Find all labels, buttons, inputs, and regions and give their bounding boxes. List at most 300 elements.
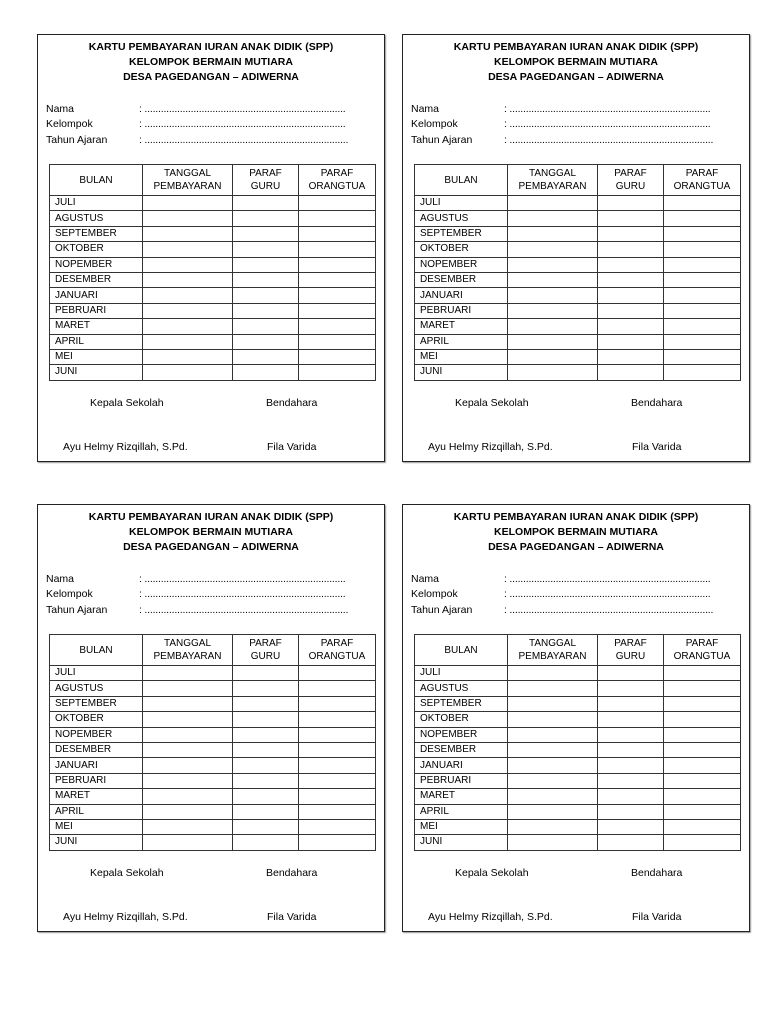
month-cell: JUNI [50,835,143,850]
parent-sign-cell[interactable] [664,242,741,257]
parent-sign-cell[interactable] [299,334,376,349]
month-cell: MEI [50,819,143,834]
payment-date-cell[interactable] [508,319,598,334]
payment-table [414,634,741,851]
parent-sign-cell[interactable] [664,196,741,211]
teacher-sign-cell[interactable] [233,211,299,226]
parent-sign-cell[interactable] [299,758,376,773]
parent-sign-cell[interactable] [664,712,741,727]
signature-name-kepala-sekolah: Ayu Helmy Rizqillah, S.Pd. [63,441,188,453]
payment-date-cell[interactable] [508,226,598,241]
month-cell: NOPEMBER [415,727,508,742]
payment-date-cell[interactable] [143,758,233,773]
col-header-tanggal: TANGGAL PEMBAYARAN [143,635,233,666]
field-tahun-ajaran [411,133,741,148]
payment-date-cell[interactable] [508,242,598,257]
month-cell: JULI [415,196,508,211]
col-header-paraf-guru: PARAF GURU [598,635,664,666]
table-row [415,349,741,364]
teacher-sign-cell[interactable] [598,288,664,303]
field-kelompok [46,587,376,602]
teacher-sign-cell[interactable] [233,365,299,380]
teacher-sign-cell[interactable] [233,819,299,834]
teacher-sign-cell[interactable] [598,773,664,788]
signature-title-kepala-sekolah: Kepala Sekolah [90,867,164,879]
parent-sign-cell[interactable] [299,211,376,226]
col-header-tanggal: TANGGAL PEMBAYARAN [143,165,233,196]
field-tahun-ajaran [46,133,376,148]
teacher-sign-cell[interactable] [233,334,299,349]
teacher-sign-cell[interactable] [598,196,664,211]
col-header-tanggal: TANGGAL PEMBAYARAN [508,635,598,666]
month-cell: SEPTEMBER [415,696,508,711]
teacher-sign-cell[interactable] [598,349,664,364]
payment-date-cell[interactable] [143,696,233,711]
payment-date-cell[interactable] [508,334,598,349]
table-row [415,334,741,349]
parent-sign-cell[interactable] [299,696,376,711]
table-row [415,272,741,287]
field-tahun-ajaran [411,603,741,618]
teacher-sign-cell[interactable] [598,727,664,742]
teacher-sign-cell[interactable] [598,242,664,257]
month-cell: MARET [50,319,143,334]
signature-title-kepala-sekolah: Kepala Sekolah [455,867,529,879]
field-blank: : .......................................................................... [504,118,711,131]
card-header [38,510,384,556]
payment-date-cell[interactable] [508,712,598,727]
payment-date-cell[interactable] [508,272,598,287]
card-village: DESA PAGEDANGAN – ADIWERNA [488,541,664,554]
col-header-bulan: BULAN [415,165,508,196]
table-row [50,712,376,727]
payment-date-cell[interactable] [508,288,598,303]
teacher-sign-cell[interactable] [598,211,664,226]
parent-sign-cell[interactable] [664,819,741,834]
col-header-paraf-guru: PARAF GURU [233,635,299,666]
card-header [403,510,749,556]
signature-name-bendahara: Fila Varida [632,441,682,453]
payment-date-cell[interactable] [143,196,233,211]
month-cell: SEPTEMBER [50,696,143,711]
payment-date-cell[interactable] [143,789,233,804]
month-cell: JUNI [415,835,508,850]
payment-card-4 [402,504,750,932]
payment-date-cell[interactable] [143,727,233,742]
table-header-row [50,165,376,196]
payment-date-cell[interactable] [508,789,598,804]
field-tahun-ajaran [46,603,376,618]
month-cell: OKTOBER [415,242,508,257]
month-cell: APRIL [50,804,143,819]
field-blank: : .......................................................................... [504,103,711,115]
card-school: KELOMPOK BERMAIN MUTIARA [494,56,658,69]
month-cell: AGUSTUS [50,681,143,696]
payment-card-2 [402,34,750,462]
table-row [50,835,376,850]
payment-date-cell[interactable] [508,681,598,696]
field-nama [411,572,741,587]
payment-date-cell[interactable] [143,773,233,788]
field-label: Nama [411,103,440,115]
signature-name-kepala-sekolah: Ayu Helmy Rizqillah, S.Pd. [63,911,188,923]
col-header-bulan: BULAN [50,635,143,666]
field-blank: : ........................................................................... [139,603,349,616]
field-blank: : .......................................................................... [139,588,346,601]
parent-sign-cell[interactable] [664,272,741,287]
table-row [50,196,376,211]
table-row [50,819,376,834]
payment-date-cell[interactable] [143,288,233,303]
teacher-sign-cell[interactable] [598,303,664,318]
parent-sign-cell[interactable] [664,349,741,364]
teacher-sign-cell[interactable] [598,257,664,272]
parent-sign-cell[interactable] [299,819,376,834]
table-row [50,758,376,773]
card-title: KARTU PEMBAYARAN IURAN ANAK DIDIK (SPP) [453,41,699,53]
field-kelompok [411,117,741,132]
signature-title-kepala-sekolah: Kepala Sekolah [455,397,529,409]
parent-sign-cell[interactable] [299,742,376,757]
month-cell: JULI [415,666,508,681]
card-school: KELOMPOK BERMAIN MUTIARA [129,526,293,539]
parent-sign-cell[interactable] [664,773,741,788]
payment-date-cell[interactable] [508,257,598,272]
teacher-sign-cell[interactable] [233,226,299,241]
parent-sign-cell[interactable] [664,334,741,349]
teacher-sign-cell[interactable] [233,288,299,303]
payment-date-cell[interactable] [143,365,233,380]
field-kelompok [46,117,376,132]
table-header-row [50,635,376,666]
table-row [415,681,741,696]
col-header-paraf-orangtua: PARAF ORANGTUA [299,635,376,666]
table-row [50,681,376,696]
teacher-sign-cell[interactable] [233,666,299,681]
teacher-sign-cell[interactable] [598,696,664,711]
table-row [50,303,376,318]
parent-sign-cell[interactable] [299,727,376,742]
payment-date-cell[interactable] [508,835,598,850]
table-row [415,365,741,380]
table-row [50,319,376,334]
payment-date-cell[interactable] [143,319,233,334]
teacher-sign-cell[interactable] [233,696,299,711]
parent-sign-cell[interactable] [664,758,741,773]
card-school: KELOMPOK BERMAIN MUTIARA [129,56,293,69]
month-cell: NOPEMBER [50,257,143,272]
table-row [50,789,376,804]
payment-date-cell[interactable] [508,758,598,773]
payment-date-cell[interactable] [508,666,598,681]
teacher-sign-cell[interactable] [598,819,664,834]
signature-title-bendahara: Bendahara [266,397,318,409]
field-blank: : .......................................................................... [504,573,711,585]
table-row [415,196,741,211]
teacher-sign-cell[interactable] [598,681,664,696]
table-row [50,257,376,272]
col-header-paraf-orangtua: PARAF ORANGTUA [664,165,741,196]
parent-sign-cell[interactable] [299,272,376,287]
field-label: Nama [46,103,75,115]
month-cell: AGUSTUS [415,681,508,696]
payment-date-cell[interactable] [143,242,233,257]
payment-date-cell[interactable] [143,257,233,272]
parent-sign-cell[interactable] [299,303,376,318]
payment-date-cell[interactable] [143,819,233,834]
table-row [415,226,741,241]
month-cell: SEPTEMBER [50,226,143,241]
table-row [50,272,376,287]
parent-sign-cell[interactable] [664,319,741,334]
parent-sign-cell[interactable] [299,666,376,681]
teacher-sign-cell[interactable] [233,196,299,211]
teacher-sign-cell[interactable] [598,789,664,804]
payment-date-cell[interactable] [143,804,233,819]
payment-date-cell[interactable] [508,804,598,819]
payment-date-cell[interactable] [143,742,233,757]
signature-title-bendahara: Bendahara [631,397,683,409]
teacher-sign-cell[interactable] [233,319,299,334]
teacher-sign-cell[interactable] [233,242,299,257]
table-row [50,742,376,757]
month-cell: MARET [415,789,508,804]
teacher-sign-cell[interactable] [598,758,664,773]
parent-sign-cell[interactable] [299,365,376,380]
teacher-sign-cell[interactable] [233,727,299,742]
table-row [415,804,741,819]
parent-sign-cell[interactable] [664,742,741,757]
teacher-sign-cell[interactable] [233,272,299,287]
payment-date-cell[interactable] [143,835,233,850]
signature-name-bendahara: Fila Varida [267,911,317,923]
payment-date-cell[interactable] [143,303,233,318]
payment-date-cell[interactable] [508,819,598,834]
parent-sign-cell[interactable] [299,226,376,241]
parent-sign-cell[interactable] [299,319,376,334]
signature-name-kepala-sekolah: Ayu Helmy Rizqillah, S.Pd. [428,441,553,453]
col-header-bulan: BULAN [50,165,143,196]
field-label: Nama [411,573,440,585]
col-header-paraf-orangtua: PARAF ORANGTUA [664,635,741,666]
payment-date-cell[interactable] [143,272,233,287]
parent-sign-cell[interactable] [299,804,376,819]
parent-sign-cell[interactable] [664,226,741,241]
parent-sign-cell[interactable] [664,666,741,681]
month-cell: OKTOBER [50,712,143,727]
card-header [38,40,384,86]
teacher-sign-cell[interactable] [598,365,664,380]
field-blank: : .......................................................................... [139,573,346,585]
table-row [415,666,741,681]
payment-table [49,634,376,851]
parent-sign-cell[interactable] [664,727,741,742]
field-label: Nama [46,573,75,585]
month-cell: MEI [415,819,508,834]
card-title: KARTU PEMBAYARAN IURAN ANAK DIDIK (SPP) [88,41,334,53]
table-row [415,727,741,742]
field-label: Kelompok [411,588,458,601]
teacher-sign-cell[interactable] [233,789,299,804]
table-row [415,303,741,318]
payment-date-cell[interactable] [143,666,233,681]
table-row [50,773,376,788]
month-cell: JANUARI [50,758,143,773]
teacher-sign-cell[interactable] [598,226,664,241]
table-row [415,288,741,303]
payment-date-cell[interactable] [508,742,598,757]
payment-date-cell[interactable] [143,712,233,727]
col-header-paraf-guru: PARAF GURU [233,165,299,196]
field-blank: : .......................................................................... [139,103,346,115]
parent-sign-cell[interactable] [299,835,376,850]
payment-table [414,164,741,381]
payment-date-cell[interactable] [508,349,598,364]
parent-sign-cell[interactable] [664,696,741,711]
teacher-sign-cell[interactable] [598,742,664,757]
month-cell: MEI [415,349,508,364]
parent-sign-cell[interactable] [299,288,376,303]
card-village: DESA PAGEDANGAN – ADIWERNA [123,71,299,84]
parent-sign-cell[interactable] [299,349,376,364]
teacher-sign-cell[interactable] [233,349,299,364]
field-blank: : ........................................................................... [139,133,349,146]
teacher-sign-cell[interactable] [233,804,299,819]
month-cell: SEPTEMBER [415,226,508,241]
field-blank: : .......................................................................... [139,118,346,131]
parent-sign-cell[interactable] [664,789,741,804]
teacher-sign-cell[interactable] [598,272,664,287]
teacher-sign-cell[interactable] [598,334,664,349]
month-cell: JULI [50,196,143,211]
parent-sign-cell[interactable] [664,303,741,318]
table-row [415,819,741,834]
student-info [46,102,376,148]
col-header-paraf-guru: PARAF GURU [598,165,664,196]
table-row [415,211,741,226]
month-cell: JUNI [50,365,143,380]
field-label: Kelompok [46,118,93,131]
signature-title-bendahara: Bendahara [266,867,318,879]
teacher-sign-cell[interactable] [598,804,664,819]
field-label: Tahun Ajaran [411,133,473,146]
teacher-sign-cell[interactable] [233,712,299,727]
teacher-sign-cell[interactable] [233,303,299,318]
teacher-sign-cell[interactable] [598,666,664,681]
payment-date-cell[interactable] [508,696,598,711]
table-row [50,727,376,742]
field-blank: : .......................................................................... [504,588,711,601]
payment-card-3 [37,504,385,932]
teacher-sign-cell[interactable] [233,835,299,850]
table-row [50,211,376,226]
teacher-sign-cell[interactable] [598,712,664,727]
table-row [415,758,741,773]
parent-sign-cell[interactable] [299,257,376,272]
payment-date-cell[interactable] [508,727,598,742]
parent-sign-cell[interactable] [664,288,741,303]
month-cell: JANUARI [415,758,508,773]
card-title: KARTU PEMBAYARAN IURAN ANAK DIDIK (SPP) [453,511,699,523]
month-cell: PEBRUARI [50,303,143,318]
signature-name-kepala-sekolah: Ayu Helmy Rizqillah, S.Pd. [428,911,553,923]
month-cell: DESEMBER [415,742,508,757]
payment-card-1 [37,34,385,462]
month-cell: JULI [50,666,143,681]
parent-sign-cell[interactable] [299,242,376,257]
teacher-sign-cell[interactable] [233,758,299,773]
month-cell: APRIL [415,334,508,349]
parent-sign-cell[interactable] [299,773,376,788]
payment-date-cell[interactable] [508,211,598,226]
month-cell: MARET [415,319,508,334]
parent-sign-cell[interactable] [664,804,741,819]
month-cell: AGUSTUS [415,211,508,226]
card-header [403,40,749,86]
field-label: Kelompok [46,588,93,601]
field-blank: : ........................................................................... [504,603,714,616]
col-header-tanggal: TANGGAL PEMBAYARAN [508,165,598,196]
teacher-sign-cell[interactable] [598,319,664,334]
teacher-sign-cell[interactable] [233,681,299,696]
table-row [415,319,741,334]
payment-date-cell[interactable] [143,226,233,241]
table-row [415,712,741,727]
field-blank: : ........................................................................... [504,133,714,146]
payment-date-cell[interactable] [143,349,233,364]
parent-sign-cell[interactable] [299,712,376,727]
month-cell: DESEMBER [415,272,508,287]
payment-date-cell[interactable] [143,211,233,226]
payment-date-cell[interactable] [508,773,598,788]
payment-date-cell[interactable] [508,196,598,211]
student-info [46,572,376,618]
month-cell: MARET [50,789,143,804]
table-row [50,804,376,819]
payment-date-cell[interactable] [143,681,233,696]
signature-name-bendahara: Fila Varida [267,441,317,453]
month-cell: PEBRUARI [415,773,508,788]
parent-sign-cell[interactable] [664,365,741,380]
card-village: DESA PAGEDANGAN – ADIWERNA [123,541,299,554]
table-row [50,226,376,241]
parent-sign-cell[interactable] [299,196,376,211]
table-row [415,773,741,788]
table-row [415,742,741,757]
signature-name-bendahara: Fila Varida [632,911,682,923]
payment-date-cell[interactable] [508,365,598,380]
teacher-sign-cell[interactable] [233,742,299,757]
month-cell: DESEMBER [50,272,143,287]
teacher-sign-cell[interactable] [598,835,664,850]
month-cell: OKTOBER [415,712,508,727]
parent-sign-cell[interactable] [664,681,741,696]
field-label: Kelompok [411,118,458,131]
teacher-sign-cell[interactable] [233,773,299,788]
table-row [50,365,376,380]
table-header-row [415,635,741,666]
parent-sign-cell[interactable] [299,789,376,804]
parent-sign-cell[interactable] [299,681,376,696]
payment-date-cell[interactable] [508,303,598,318]
month-cell: APRIL [415,804,508,819]
card-school: KELOMPOK BERMAIN MUTIARA [494,526,658,539]
parent-sign-cell[interactable] [664,257,741,272]
parent-sign-cell[interactable] [664,211,741,226]
payment-date-cell[interactable] [143,334,233,349]
teacher-sign-cell[interactable] [233,257,299,272]
parent-sign-cell[interactable] [664,835,741,850]
